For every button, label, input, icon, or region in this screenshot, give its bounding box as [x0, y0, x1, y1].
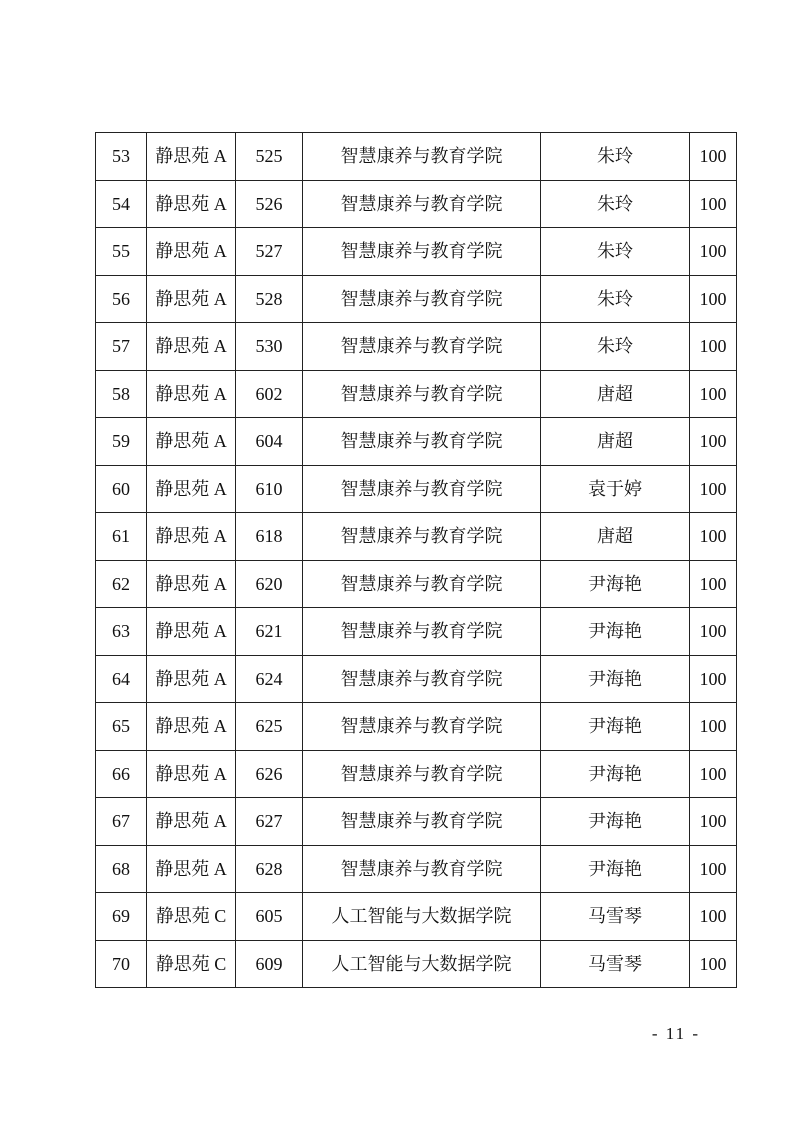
person-cell: 尹海艳 [541, 845, 690, 893]
room-cell: 602 [236, 370, 303, 418]
room-cell: 621 [236, 608, 303, 656]
building-cell: 静思苑 A [147, 465, 236, 513]
building-cell: 静思苑 A [147, 513, 236, 561]
college-cell: 智慧康养与教育学院 [303, 655, 541, 703]
table-row [96, 465, 737, 513]
score-cell: 100 [690, 180, 737, 228]
score-cell: 100 [690, 608, 737, 656]
table-row [96, 750, 737, 798]
row-number-cell: 57 [96, 323, 147, 371]
row-number-cell: 60 [96, 465, 147, 513]
table-row [96, 133, 737, 181]
score-cell: 100 [690, 133, 737, 181]
score-cell: 100 [690, 465, 737, 513]
room-cell: 628 [236, 845, 303, 893]
room-cell: 525 [236, 133, 303, 181]
table-row [96, 608, 737, 656]
person-cell: 尹海艳 [541, 703, 690, 751]
table-row [96, 845, 737, 893]
score-cell: 100 [690, 655, 737, 703]
building-cell: 静思苑 A [147, 703, 236, 751]
score-cell: 100 [690, 798, 737, 846]
person-cell: 马雪琴 [541, 940, 690, 988]
college-cell: 智慧康养与教育学院 [303, 845, 541, 893]
score-cell: 100 [690, 845, 737, 893]
room-cell: 620 [236, 560, 303, 608]
score-cell: 100 [690, 418, 737, 466]
person-cell: 尹海艳 [541, 750, 690, 798]
college-cell: 智慧康养与教育学院 [303, 180, 541, 228]
person-cell: 朱玲 [541, 180, 690, 228]
row-number-cell: 58 [96, 370, 147, 418]
building-cell: 静思苑 A [147, 418, 236, 466]
college-cell: 智慧康养与教育学院 [303, 703, 541, 751]
row-number-cell: 54 [96, 180, 147, 228]
table-body [96, 133, 737, 988]
person-cell: 尹海艳 [541, 655, 690, 703]
room-cell: 609 [236, 940, 303, 988]
table-row [96, 228, 737, 276]
college-cell: 智慧康养与教育学院 [303, 750, 541, 798]
score-cell: 100 [690, 893, 737, 941]
college-cell: 智慧康养与教育学院 [303, 798, 541, 846]
person-cell: 袁于婷 [541, 465, 690, 513]
table-row [96, 655, 737, 703]
person-cell: 尹海艳 [541, 560, 690, 608]
row-number-cell: 68 [96, 845, 147, 893]
row-number-cell: 67 [96, 798, 147, 846]
college-cell: 智慧康养与教育学院 [303, 133, 541, 181]
person-cell: 朱玲 [541, 228, 690, 276]
score-cell: 100 [690, 560, 737, 608]
building-cell: 静思苑 C [147, 940, 236, 988]
college-cell: 智慧康养与教育学院 [303, 418, 541, 466]
person-cell: 尹海艳 [541, 798, 690, 846]
dormitory-score-table [95, 132, 737, 988]
room-cell: 605 [236, 893, 303, 941]
table-row [96, 275, 737, 323]
building-cell: 静思苑 A [147, 180, 236, 228]
table-row [96, 940, 737, 988]
row-number-cell: 69 [96, 893, 147, 941]
person-cell: 马雪琴 [541, 893, 690, 941]
person-cell: 唐超 [541, 370, 690, 418]
score-cell: 100 [690, 275, 737, 323]
table-row [96, 560, 737, 608]
score-cell: 100 [690, 513, 737, 561]
row-number-cell: 53 [96, 133, 147, 181]
page-number: - 11 - [651, 1024, 701, 1043]
person-cell: 尹海艳 [541, 608, 690, 656]
row-number-cell: 62 [96, 560, 147, 608]
building-cell: 静思苑 A [147, 750, 236, 798]
college-cell: 智慧康养与教育学院 [303, 560, 541, 608]
person-cell: 朱玲 [541, 323, 690, 371]
room-cell: 604 [236, 418, 303, 466]
score-cell: 100 [690, 323, 737, 371]
room-cell: 627 [236, 798, 303, 846]
college-cell: 智慧康养与教育学院 [303, 608, 541, 656]
room-cell: 624 [236, 655, 303, 703]
table-row [96, 513, 737, 561]
building-cell: 静思苑 A [147, 798, 236, 846]
building-cell: 静思苑 A [147, 560, 236, 608]
building-cell: 静思苑 A [147, 370, 236, 418]
table-row [96, 703, 737, 751]
college-cell: 智慧康养与教育学院 [303, 370, 541, 418]
score-cell: 100 [690, 228, 737, 276]
college-cell: 智慧康养与教育学院 [303, 275, 541, 323]
room-cell: 618 [236, 513, 303, 561]
building-cell: 静思苑 A [147, 323, 236, 371]
college-cell: 人工智能与大数据学院 [303, 940, 541, 988]
score-cell: 100 [690, 940, 737, 988]
row-number-cell: 56 [96, 275, 147, 323]
building-cell: 静思苑 A [147, 608, 236, 656]
table-row [96, 893, 737, 941]
building-cell: 静思苑 A [147, 133, 236, 181]
person-cell: 唐超 [541, 513, 690, 561]
table-row [96, 418, 737, 466]
row-number-cell: 55 [96, 228, 147, 276]
score-cell: 100 [690, 370, 737, 418]
table-row [96, 323, 737, 371]
room-cell: 527 [236, 228, 303, 276]
row-number-cell: 66 [96, 750, 147, 798]
row-number-cell: 64 [96, 655, 147, 703]
row-number-cell: 63 [96, 608, 147, 656]
college-cell: 智慧康养与教育学院 [303, 323, 541, 371]
college-cell: 智慧康养与教育学院 [303, 228, 541, 276]
score-cell: 100 [690, 703, 737, 751]
building-cell: 静思苑 A [147, 275, 236, 323]
college-cell: 人工智能与大数据学院 [303, 893, 541, 941]
row-number-cell: 65 [96, 703, 147, 751]
row-number-cell: 61 [96, 513, 147, 561]
building-cell: 静思苑 C [147, 893, 236, 941]
room-cell: 610 [236, 465, 303, 513]
room-cell: 526 [236, 180, 303, 228]
college-cell: 智慧康养与教育学院 [303, 465, 541, 513]
building-cell: 静思苑 A [147, 845, 236, 893]
table-row [96, 370, 737, 418]
table-row [96, 180, 737, 228]
row-number-cell: 70 [96, 940, 147, 988]
score-cell: 100 [690, 750, 737, 798]
person-cell: 朱玲 [541, 133, 690, 181]
person-cell: 唐超 [541, 418, 690, 466]
room-cell: 530 [236, 323, 303, 371]
room-cell: 625 [236, 703, 303, 751]
building-cell: 静思苑 A [147, 228, 236, 276]
building-cell: 静思苑 A [147, 655, 236, 703]
table-row [96, 798, 737, 846]
college-cell: 智慧康养与教育学院 [303, 513, 541, 561]
row-number-cell: 59 [96, 418, 147, 466]
room-cell: 528 [236, 275, 303, 323]
person-cell: 朱玲 [541, 275, 690, 323]
room-cell: 626 [236, 750, 303, 798]
